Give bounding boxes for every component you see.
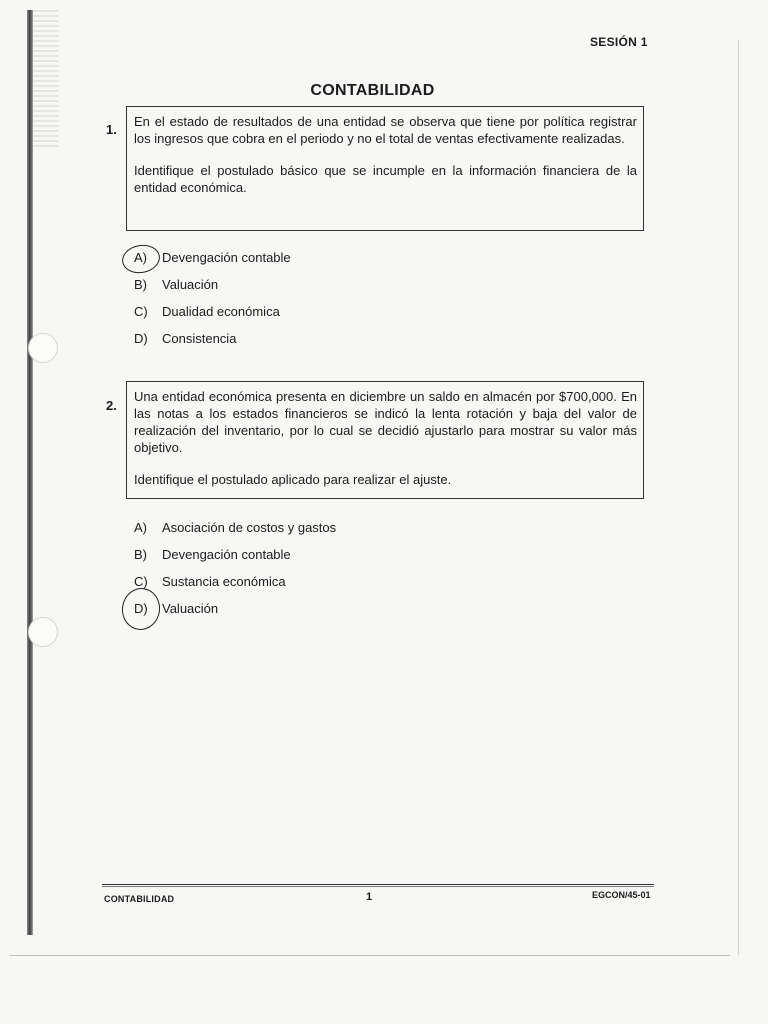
option-text: Asociación de costos y gastos — [162, 520, 337, 535]
option-text: Consistencia — [162, 331, 237, 346]
option-letter: D) — [134, 331, 148, 346]
option-1b[interactable] — [134, 275, 291, 302]
option-letter: A) — [134, 250, 147, 265]
scan-edge-right — [738, 40, 739, 955]
option-2d[interactable] — [134, 599, 336, 626]
option-text: Dualidad económica — [162, 304, 280, 319]
option-text: Devengación contable — [162, 547, 291, 562]
option-text: Valuación — [162, 601, 219, 616]
option-text: Sustancia económica — [162, 574, 286, 589]
option-letter: C) — [134, 574, 148, 589]
question-2-number: 2. — [106, 398, 117, 413]
question-2-box — [126, 381, 644, 499]
option-letter: D) — [134, 601, 148, 616]
document-code: EGCON/45-01 — [592, 890, 651, 900]
punch-hole — [28, 617, 58, 647]
option-2c[interactable] — [134, 572, 336, 599]
option-2b[interactable] — [134, 545, 336, 572]
footer-subject: CONTABILIDAD — [104, 894, 175, 904]
question-2-prompt: Identifique el postulado aplicado para realizar el ajuste. — [134, 472, 452, 487]
question-1-number: 1. — [106, 122, 117, 137]
footer-rule — [102, 884, 654, 885]
option-letter: B) — [134, 277, 147, 292]
binding-edge-texture — [33, 10, 59, 150]
option-text: Valuación — [162, 277, 219, 292]
footer-rule — [102, 886, 654, 887]
option-1d[interactable] — [134, 329, 291, 356]
question-1-box — [126, 106, 644, 231]
question-1-statement: En el estado de resultados de una entidad se observa que tiene por política registrar los ingresos que cobra en el periodo y no el total de ventas efectivamente realizadas. — [134, 114, 637, 146]
question-2-statement: Una entidad económica presenta en diciembre un saldo en almacén por $700,000. En las notas a los estados financieros se indicó la lenta rotación y baja del valor de realización del inventario, por lo cual se decidió ajustarlo para mostrar su valor más objetivo. — [134, 389, 637, 455]
question-1-prompt: Identifique el postulado básico que se incumple en la información financiera de la entidad económica. — [134, 163, 637, 195]
option-1c[interactable] — [134, 302, 291, 329]
page-title: CONTABILIDAD — [310, 82, 435, 99]
option-letter: A) — [134, 520, 147, 535]
option-2a[interactable] — [134, 518, 336, 545]
option-letter: B) — [134, 547, 147, 562]
page-number: 1 — [366, 891, 373, 903]
punch-hole — [28, 333, 58, 363]
question-2-options — [134, 518, 336, 626]
session-label: SESIÓN 1 — [590, 35, 648, 49]
option-text: Devengación contable — [162, 250, 291, 265]
scan-edge-bottom — [10, 955, 730, 956]
question-1-options — [134, 248, 291, 356]
option-1a[interactable] — [134, 248, 291, 275]
option-letter: C) — [134, 304, 148, 319]
